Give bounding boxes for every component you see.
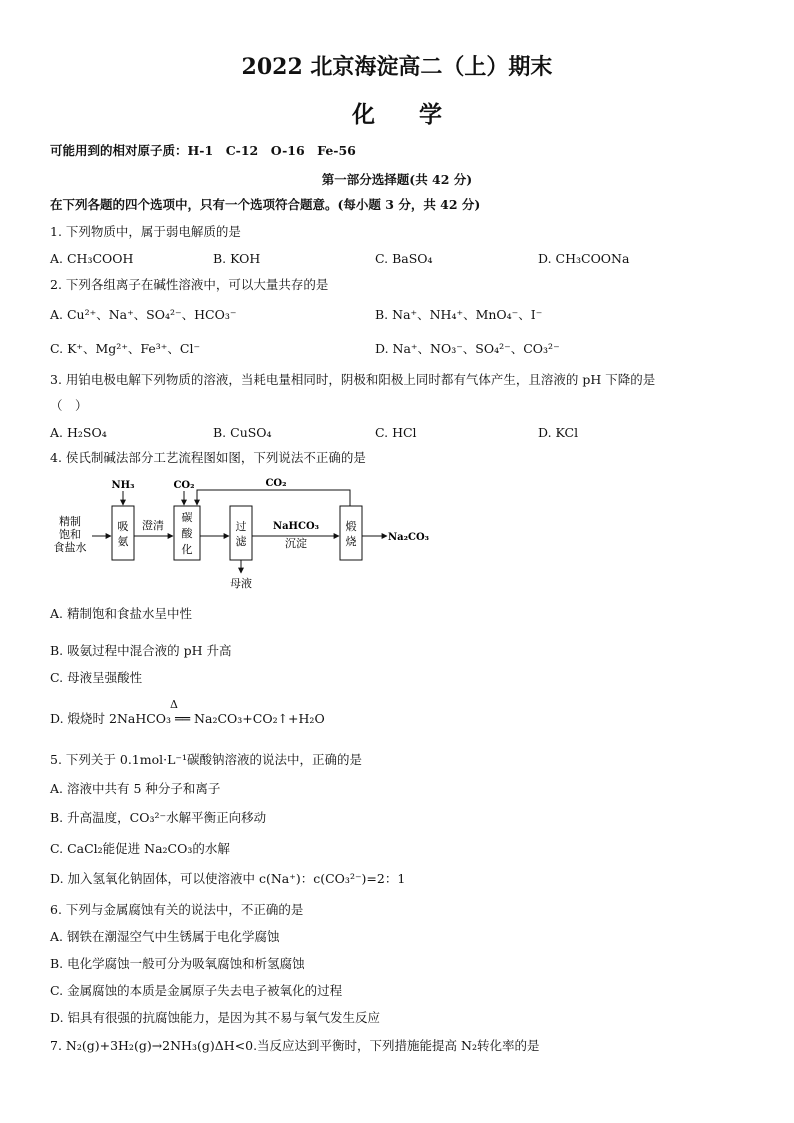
- q4-delta: Δ: [170, 698, 178, 711]
- q6-option-b: B. 电化学腐蚀一般可分为吸氧腐蚀和析氢腐蚀: [50, 956, 305, 971]
- mother-liquor-label: 母液: [230, 577, 252, 590]
- q5-option-d: D. 加入氢氧化钠固体，可以使溶液中 c(Na⁺)：c(CO₃²⁻)=2：1: [50, 871, 406, 886]
- box-calcine-text-1: 煅: [345, 520, 357, 533]
- exam-title: 2022 北京海淀高二（上）期末: [241, 54, 553, 80]
- box-absorb: [112, 506, 134, 560]
- q1-stem: 1. 下列物质中，属于弱电解质的是: [50, 224, 241, 239]
- q6-option-d: D. 铝具有很强的抗腐蚀能力，是因为其不易与氧气发生反应: [50, 1010, 381, 1025]
- q2-option-b: B. Na⁺、NH₄⁺、MnO₄⁻、I⁻: [375, 307, 543, 322]
- box-carbonate-text-2: 酸: [181, 527, 193, 540]
- instructions: 在下列各题的四个选项中，只有一个选项符合题意。(每小题 3 分，共 42 分): [50, 197, 481, 212]
- q1-option-a: A. CH₃COOH: [50, 251, 134, 266]
- q1-option-b: B. KOH: [213, 251, 261, 266]
- co2-in-label: CO₂: [173, 480, 195, 491]
- q3-option-d: D. KCl: [538, 425, 579, 440]
- box-filter: [230, 506, 252, 560]
- feed-label-1: 精制: [59, 515, 81, 528]
- q4-option-d: D. 煅烧时 2NaHCO₃ ══ Na₂CO₃+CO₂↑+H₂O: [50, 711, 325, 726]
- feed-label-2: 饱和: [59, 528, 81, 541]
- subject-title: 化学: [352, 101, 486, 128]
- q4-option-c: C. 母液呈强酸性: [50, 670, 143, 685]
- feed-label-3: 食盐水: [53, 541, 87, 554]
- q6-stem: 6. 下列与金属腐蚀有关的说法中，不正确的是: [50, 902, 304, 917]
- product-label: Na₂CO₃: [388, 532, 430, 543]
- q3-paren: （ ）: [50, 398, 88, 413]
- q3-option-c: C. HCl: [375, 425, 417, 440]
- box-filter-text-2: 滤: [235, 535, 247, 548]
- box-calcine: [340, 506, 362, 560]
- box-absorb-text-1: 吸: [117, 520, 129, 533]
- q5-stem: 5. 下列关于 0.1mol·L⁻¹碳酸钠溶液的说法中，正确的是: [50, 752, 363, 767]
- q2-option-a: A. Cu²⁺、Na⁺、SO₄²⁻、HCO₃⁻: [50, 307, 237, 322]
- co2-recycle-label: CO₂: [265, 478, 287, 489]
- box-carbonate-text-1: 碳: [181, 511, 193, 524]
- q5-option-b: B. 升高温度，CO₃²⁻水解平衡正向移动: [50, 810, 267, 825]
- q6-option-a: A. 钢铁在潮湿空气中生锈属于电化学腐蚀: [50, 929, 280, 944]
- nh3-label: NH₃: [111, 480, 135, 491]
- q5-option-c: C. CaCl₂能促进 Na₂CO₃的水解: [50, 841, 230, 856]
- q3-option-b: B. CuSO₄: [213, 425, 272, 440]
- q1-option-d: D. CH₃COONa: [538, 251, 630, 266]
- precipitate-label-2: 沉淀: [285, 537, 307, 550]
- q4-option-a: A. 精制饱和食盐水呈中性: [50, 606, 192, 621]
- arrow-co2-recycle: [197, 490, 350, 506]
- q5-option-a: A. 溶液中共有 5 种分子和离子: [50, 781, 221, 796]
- box-filter-text-1: 过: [235, 520, 247, 533]
- q2-stem: 2. 下列各组离子在碱性溶液中，可以大量共存的是: [50, 277, 329, 292]
- q2-option-c: C. K⁺、Mg²⁺、Fe³⁺、Cl⁻: [50, 341, 201, 356]
- box-carbonate-text-3: 化: [181, 543, 193, 556]
- q6-option-c: C. 金属腐蚀的本质是金属原子失去电子被氧化的过程: [50, 983, 343, 998]
- q2-option-d: D. Na⁺、NO₃⁻、SO₄²⁻、CO₃²⁻: [375, 341, 560, 356]
- precipitate-label-1: NaHCO₃: [272, 521, 320, 532]
- q3-option-a: A. H₂SO₄: [50, 425, 107, 440]
- box-calcine-text-2: 烧: [345, 535, 357, 548]
- q1-option-c: C. BaSO₄: [375, 251, 433, 266]
- atomic-masses: 可能用到的相对原子质：H-1 C-12 O-16 Fe-56: [50, 143, 356, 158]
- q4-stem: 4. 侯氏制碱法部分工艺流程图如图，下列说法不正确的是: [50, 450, 366, 465]
- q7-stem: 7. N₂(g)+3H₂(g)→2NH₃(g)ΔH<0.当反应达到平衡时，下列措施能提高 N₂转化率的是: [50, 1038, 540, 1053]
- flow-diagram: [50, 474, 450, 594]
- q4-option-b: B. 吸氨过程中混合液的 pH 升高: [50, 643, 232, 658]
- box-absorb-text-2: 氨: [117, 535, 129, 548]
- q3-stem: 3. 用铂电极电解下列物质的溶液，当耗电量相同时，阴极和阳极上同时都有气体产生，且溶液的 pH 下降的是: [50, 372, 656, 387]
- clarify-label: 澄清: [142, 519, 164, 532]
- section-title: 第一部分选择题(共 42 分): [321, 172, 473, 187]
